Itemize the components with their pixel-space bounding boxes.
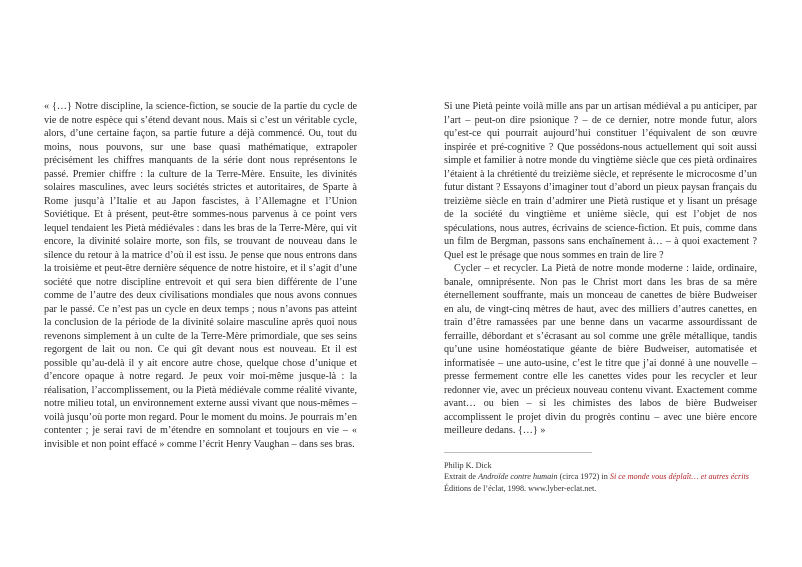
left-text-column <box>44 100 357 451</box>
right-paragraph-2: Cycler – et recycler. La Pietà de notre monde moderne : laide, ordinaire, banale, omniprésente. Non pas le Christ mort dans les bras de sa mère éternellement souffrante, mais un monceau de canettes de bière Budweiser en alu, de vingt-cinq mètres de haut, avec des milliers d’autres canettes, en train d’être ramassées par une benne dans un vacarme assourdissant de ferraille, débordant et s’écrasant au sol comme une grêle métallique, tandis qu’une usine homéostatique géante de bière Budweiser, automatisée et informatisée – une auto-usine, c’est le titre que j’ai donné à une nouvelle – presse fermement contre elle les canettes vides pour les recycler et leur redonner vie, avec un précieux nouveau contenu vivant. Exactement comme avant… ou bien – si les chimistes des labos de bière Budweiser accomplissent le projet divin du progrès continu – avec une bière encore meilleure dedans. {…} » <box>444 263 757 436</box>
credits-collection-title: Si ce monde vous déplaît… et autres écrits <box>609 472 749 482</box>
credits-publisher: Éditions de l’éclat, 1998. www.lyber-eclat.net. <box>444 483 597 493</box>
credits-date-note: (circa 1972) in <box>557 472 610 482</box>
credits-divider <box>444 452 592 453</box>
credits-book-title: Androïde contre humain <box>478 472 558 482</box>
credits-extract-line <box>444 471 774 482</box>
right-paragraph-1: Si une Pietà peinte voilà mille ans par un artisan médiéval a pu anticiper, par l’art – peut-on dire psionique ? – de ce dernier, notre monde futur, alors qu’est-ce qui pourrait aujourd’hui constituer l’équivalent de son œuvre inspirée et pré-cognitive ? Que possédons-nous actuellement qui soit aussi simple et familier à notre monde du vingtième siècle que ces pietà ordinaires l’étaient à la chrétienté du treizième siècle, et représente le microcosme d’un futur distant ? Essayons d’imaginer tout d’abord un pieux paysan français du treizième siècle en train d’admirer une Pietà rustique et y lisant un présage de la société du vingtième et unième siècle, qui est l’objet de nos spéculations, nous autres, écrivains de science-fiction. Et puis, comme dans un film de Bergman, passons sans enchaînement à… – à quoi exactement ? Quel est le présage que nous sommes en train de lire ? <box>444 101 757 261</box>
credits-extract-prefix: Extrait de <box>444 472 479 482</box>
right-text-column <box>444 100 757 438</box>
left-paragraph-1: « {…} Notre discipline, la science-fiction, se soucie de la partie du cycle de vie de notre espèce qui s’étend devant nous. Mais si c’est un véritable cycle, alors, d’une certaine façon, sa partie future a déjà commencé. Ou, tout du moins, nous pouvons, sur une base quasi mathématique, extrapoler précisément les chiffres manquants de la série dont nous représentons le passé. Premier chiffre : la culture de la Terre-Mère. Ensuite, les divinités solaires masculines, avec leurs sociétés strictes et autoritaires, de Sparte à Rome jusqu’à l’Italie et au Japon fascistes, à l’Allemagne et l’Union Soviétique. Et à présent, peut-être sommes-nous parvenus à ce point vers lequel tendaient les Pietà médiévales : dans les bras de la Terre-Mère, qui vit encore, la divinité solaire morte, son fils, se trouvant de nouveau dans le silence du retour à la matrice d’où il est issu. Je pense que nous entrons dans la troisième et peut-être dernière séquence de notre histoire, et il s’agit d’une société que notre discipline entrevoit et qui sera bien différente de l’une comme de l’autre des deux civilisations mondiales que nous avons connues par le passé. Ce n’est pas un cycle en deux temps ; nous n’avons pas atteint la conclusion de la période de la divinité solaire masculine après quoi nous revenons simplement à un culte de la Terre-Mère primordiale, que ses seins regorgent de lait ou non. Ce qui gît devant nous est nouveau. Et il est possible qu’au-delà il y ait encore autre chose, quelque chose d’unique et d’encore opaque à notre regard. Je peux voir moi-même jusque-là : la réalisation, l’accomplissement, ou la Pietà médiévale comme réalité vivante, notre milieu total, un environnement externe aussi vivant que nous-mêmes – voilà jusqu’où porte mon regard. Pour le moment du moins. Je pourrais m’en contenter ; je serai ravi de m’étendre en somnolant et toujours en vie – « invisible et non point effacé » comme l’écrit Henry Vaughan – dans ses bras. <box>44 101 357 450</box>
source-credits <box>444 460 774 494</box>
credits-author: Philip K. Dick <box>444 461 492 470</box>
